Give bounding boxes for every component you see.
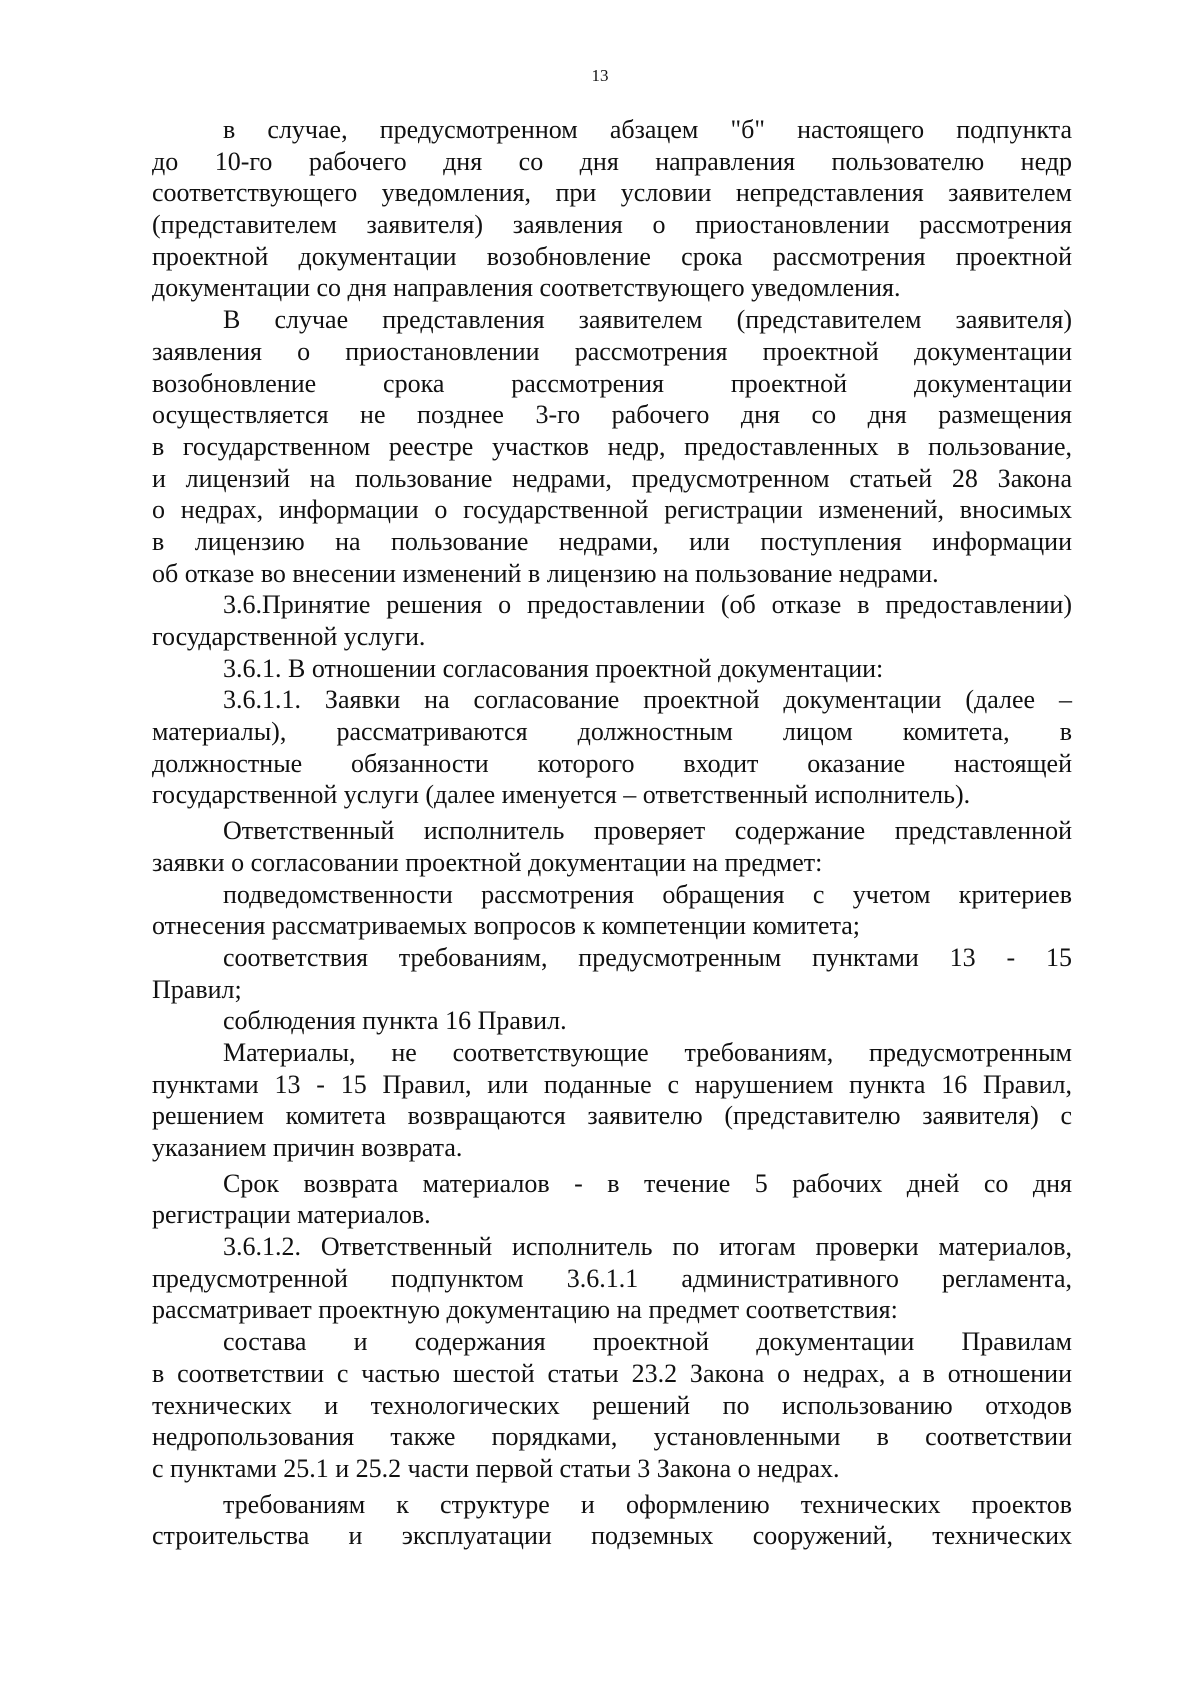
- text-line: указанием причин возврата.: [152, 1133, 463, 1162]
- text-line: о недрах, информации о государственной регистрации изменений, вносимых: [152, 495, 1072, 525]
- text-line: с пунктами 25.1 и 25.2 части первой статьи 3 Закона о недрах.: [152, 1453, 840, 1483]
- text-line: Материалы, не соответствующие требованиям, предусмотренным: [223, 1037, 1072, 1067]
- text-line: предусмотренной подпунктом 3.6.1.1 административного регламента,: [152, 1263, 1072, 1293]
- text-line: 3.6.Принятие решения о предоставлении (об отказе в предоставлении): [223, 590, 1072, 620]
- text-line: в случае, предусмотренном абзацем "б" настоящего подпункта: [223, 115, 1072, 144]
- text-line: регистрации материалов.: [152, 1200, 431, 1230]
- text-line: материалы), рассматриваются должностным лицом комитета, в: [152, 717, 1072, 747]
- text-line: недропользования также порядками, установленными в соответствии: [152, 1422, 1072, 1452]
- text-line: государственной услуги.: [152, 622, 426, 651]
- text-line: до 10-го рабочего дня со дня направления пользователю недр: [152, 146, 1072, 176]
- text-line: Правил;: [152, 974, 242, 1004]
- text-line: об отказе во внесении изменений в лицензию на пользование недрами.: [152, 558, 939, 588]
- text-line: решением комитета возвращаются заявителю (представителю заявителя) с: [152, 1101, 1072, 1131]
- text-line: возобновление срока рассмотрения проектной документации: [152, 368, 1072, 398]
- document-body: [152, 114, 1072, 1552]
- text-line: требованиям к структуре и оформлению технических проектов: [223, 1489, 1072, 1519]
- text-line: в соответствии с частью шестой статьи 23.2 Закона о недрах, а в отношении: [152, 1358, 1072, 1388]
- text-line: пунктами 13 - 15 Правил, или поданные с нарушением пункта 16 Правил,: [152, 1069, 1072, 1099]
- text-line: государственной услуги (далее именуется – ответственный исполнитель).: [152, 780, 971, 810]
- text-line: 3.6.1.2. Ответственный исполнитель по итогам проверки материалов,: [223, 1232, 1072, 1262]
- page-number: 13: [591, 66, 609, 85]
- text-line: заявления о приостановлении рассмотрения проектной документации: [152, 336, 1072, 366]
- text-line: отнесения рассматриваемых вопросов к компетенции комитета;: [152, 911, 861, 941]
- text-line: (представителем заявителя) заявления о приостановлении рассмотрения: [152, 210, 1072, 240]
- text-line: проектной документации возобновление срока рассмотрения проектной: [152, 241, 1072, 271]
- text-line: 3.6.1. В отношении согласования проектной документации:: [223, 653, 884, 683]
- text-line: соответствующего уведомления, при условии непредставления заявителем: [152, 178, 1072, 208]
- text-line: должностные обязанности которого входит оказание настоящей: [152, 748, 1072, 778]
- text-line: В случае представления заявителем (представителем заявителя): [223, 305, 1072, 335]
- text-line: рассматривает проектную документацию на предмет соответствия:: [152, 1295, 898, 1325]
- text-line: соответствия требованиям, предусмотренным пунктами 13 - 15: [223, 942, 1072, 972]
- text-line: документации со дня направления соответствующего уведомления.: [152, 273, 901, 303]
- text-line: состава и содержания проектной документации Правилам: [223, 1327, 1072, 1357]
- text-line: Ответственный исполнитель проверяет содержание представленной: [223, 816, 1072, 846]
- text-line: и лицензий на пользование недрами, предусмотренном статьей 28 Закона: [152, 463, 1072, 493]
- text-line: осуществляется не позднее 3-го рабочего дня со дня размещения: [152, 400, 1072, 430]
- text-line: строительства и эксплуатации подземных сооружений, технических: [152, 1521, 1072, 1551]
- text-line: заявки о согласовании проектной документации на предмет:: [152, 847, 823, 877]
- text-line: соблюдения пункта 16 Правил.: [223, 1006, 567, 1036]
- text-line: в лицензию на пользование недрами, или поступления информации: [152, 526, 1072, 556]
- text-line: 3.6.1.1. Заявки на согласование проектной документации (далее –: [223, 685, 1072, 715]
- text-line: технических и технологических решений по использованию отходов: [152, 1390, 1072, 1420]
- text-line: в государственном реестре участков недр, предоставленных в пользование,: [152, 431, 1072, 461]
- text-line: Срок возврата материалов - в течение 5 рабочих дней со дня: [223, 1168, 1072, 1198]
- text-line: подведомственности рассмотрения обращения с учетом критериев: [223, 879, 1072, 909]
